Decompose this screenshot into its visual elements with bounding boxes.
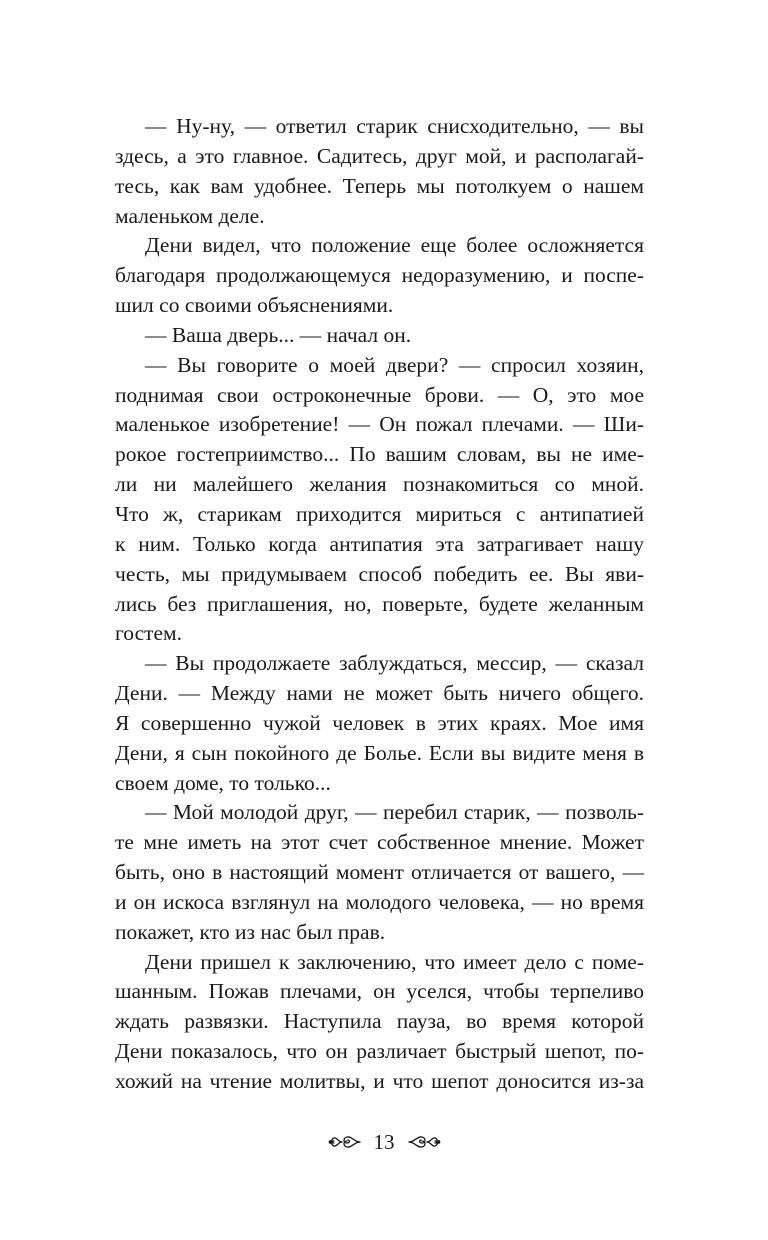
page-body-text	[115, 112, 644, 1097]
text-line: шанным. Пожав плечами, он уселся, чтобы терпеливо	[115, 979, 644, 1004]
text-line: рокое гостеприимство... По вашим словам, вы не име-	[115, 442, 644, 467]
text-line: поднимая свои остроконечные брови. — О, это мое	[115, 382, 644, 407]
text-line: — Вы продолжаете заблуждаться, мессир, — сказал	[145, 651, 644, 676]
text-line: Что ж, старикам приходится мириться с антипатией	[115, 501, 644, 526]
text-line: честь, мы придумываем способ победить ее. Вы яви-	[115, 561, 644, 586]
text-line: шил со своими объяснениями.	[115, 293, 394, 318]
page-footer	[0, 1122, 768, 1162]
text-line: ли ни малейшего желания познакомиться со мной.	[115, 472, 644, 497]
text-line: Дени показалось, что он различает быстрый шепот, по-	[115, 1039, 644, 1064]
text-line: лись без приглашения, но, поверьте, будете желанным	[115, 591, 644, 616]
text-line: своем доме, то только...	[115, 770, 331, 795]
text-line: — Ваша дверь... — начал он.	[145, 322, 412, 347]
text-line: ждать развязки. Наступила пауза, во время которой	[115, 1009, 644, 1034]
text-line: маленькое изобретение! — Он пожал плечами. — Ши-	[115, 412, 644, 437]
text-line: тесь, как вам удобнее. Теперь мы потолкуем о нашем	[115, 173, 644, 198]
text-line: — Ну-ну, — ответил старик снисходительно, — вы	[145, 114, 644, 138]
text-line: хожий на чтение молитвы, и что шепот доносится из-за	[115, 1069, 644, 1093]
text-line: покажет, кто из нас был прав.	[115, 919, 386, 944]
page-number: 13	[373, 1130, 395, 1154]
flourish-right-icon	[407, 1131, 441, 1153]
text-line: — Мой молодой друг, — перебил старик, — позволь-	[145, 800, 644, 825]
text-line: маленьком деле.	[115, 203, 265, 228]
text-line: Дени. — Между нами не может быть ничего общего.	[115, 681, 644, 706]
text-line: здесь, а это главное. Садитесь, друг мой, и располагай-	[115, 143, 644, 168]
text-line: Дени, я сын покойного де Болье. Если вы видите меня в	[115, 740, 644, 765]
text-line: быть, оно в настоящий момент отличается от вашего, —	[115, 860, 644, 885]
text-line: Дени пришел к заключению, что имеет дело с поме-	[145, 949, 644, 974]
flourish-left-icon	[328, 1131, 362, 1153]
text-line: и он искоса взглянул на молодого человека, — но время	[115, 889, 644, 914]
text-line: Я совершенно чужой человек в этих краях. Мое имя	[115, 710, 644, 735]
text-line: те мне иметь на этот счет собственное мнение. Может	[115, 830, 644, 855]
text-line: гостем.	[115, 621, 183, 646]
text-line: благодаря продолжающемуся недоразумению, и поспе-	[115, 263, 644, 288]
text-line: — Вы говорите о моей двери? — спросил хозяин,	[145, 352, 644, 377]
text-line: к ним. Только когда антипатия эта затрагивает нашу	[115, 531, 644, 556]
text-line: Дени видел, что положение еще более осложняется	[145, 233, 644, 258]
